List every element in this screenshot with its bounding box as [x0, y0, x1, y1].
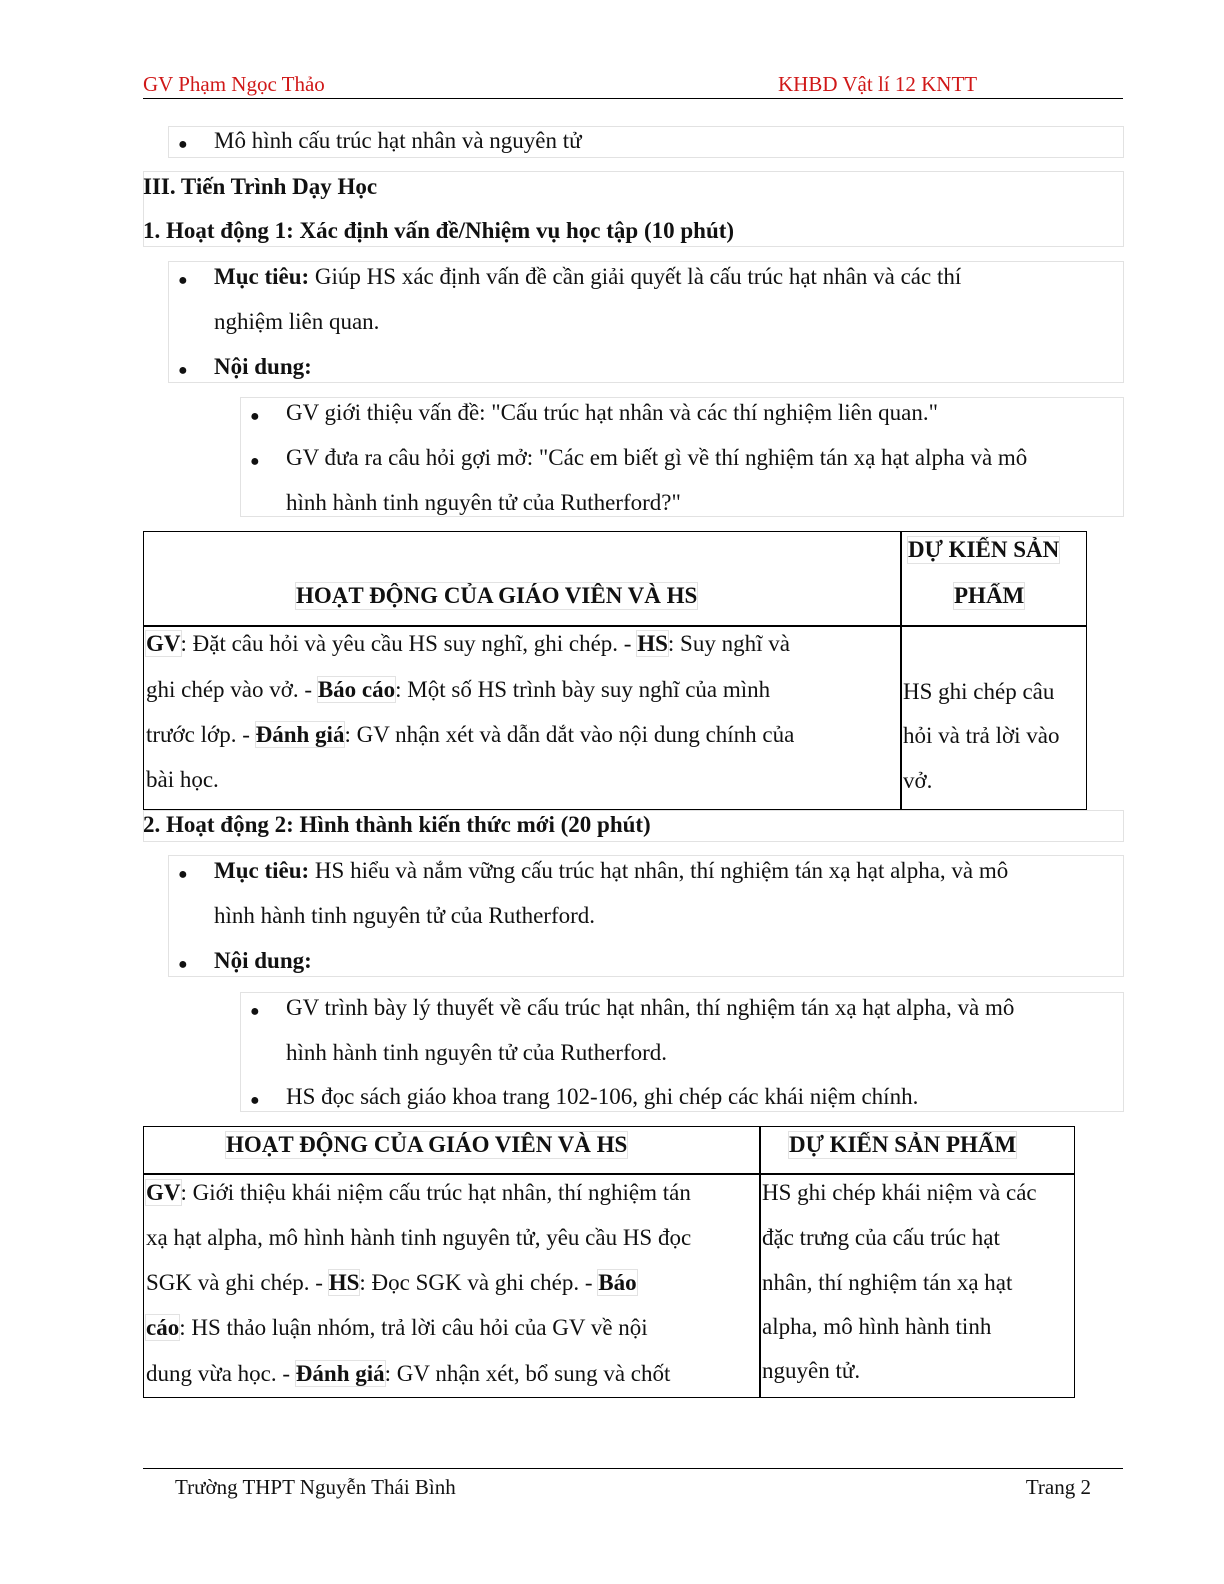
activity1-title: 1. Hoạt động 1: Xác định vấn đề/Nhiệm vụ học tập (10 phút)	[143, 218, 735, 243]
bullet-icon: ●	[250, 453, 260, 470]
activity2-goal-text: HS hiểu và nắm vững cấu trúc hạt nhân, thí nghiệm tán xạ hạt alpha, và mô	[314, 858, 1009, 883]
activity2-table-c1-line1: GV: Giới thiệu khái niệm cấu trúc hạt nhân, thí nghiệm tán	[146, 1180, 691, 1205]
activity1-sub1: GV giới thiệu vấn đề: "Cấu trúc hạt nhân và các thí nghiệm liên quan."	[286, 400, 938, 425]
activity2-table-c1-line2: xạ hạt alpha, mô hình hành tinh nguyên tử, yêu cầu HS đọc	[146, 1225, 692, 1250]
activity1-goal-label: Mục tiêu:	[214, 264, 310, 289]
activity2-table-c1-line4: cáo: HS thảo luận nhóm, trả lời câu hỏi của GV về nội	[146, 1315, 648, 1340]
activity2-sub1-line2: hình hành tinh nguyên tử của Rutherford.	[286, 1040, 668, 1065]
activity2-title: 2. Hoạt động 2: Hình thành kiến thức mới (20 phút)	[143, 812, 651, 837]
activity1-table	[143, 531, 1087, 810]
activity2-table-col1-header: HOẠT ĐỘNG CỦA GIÁO VIÊN VÀ HS	[226, 1132, 628, 1157]
bullet-icon: ●	[178, 362, 188, 379]
bullet-icon: ●	[250, 408, 260, 425]
activity2-sub1-line1: GV trình bày lý thuyết về cấu trúc hạt nhân, thí nghiệm tán xạ hạt alpha, và mô	[286, 995, 1015, 1020]
activity2-table-c2-line3: nhân, thí nghiệm tán xạ hạt	[762, 1270, 1013, 1295]
bullet-icon: ●	[250, 1003, 260, 1020]
activity2-goal	[214, 858, 1008, 884]
table-divider	[759, 1127, 761, 1397]
header-doc-title: KHBD Vật lí 12 KNTT	[778, 72, 978, 96]
bullet-icon: ●	[178, 272, 188, 289]
activity1-table-c2-line3: vở.	[903, 768, 933, 793]
table-divider	[144, 1173, 1074, 1175]
activity1-content-label: Nội dung:	[214, 354, 312, 379]
activity1-goal-text: Giúp HS xác định vấn đề cần giải quyết là cấu trúc hạt nhân và các thí	[314, 264, 962, 289]
activity2-table-c2-line2: đặc trưng của cấu trúc hạt	[762, 1225, 1000, 1250]
activity1-goal-line2: nghiệm liên quan.	[214, 309, 380, 334]
activity1-sub2-line1: GV đưa ra câu hỏi gợi mở: "Các em biết gì về thí nghiệm tán xạ hạt alpha và mô	[286, 445, 1028, 470]
gv-label: GV	[146, 1180, 181, 1205]
hs-label: HS	[328, 1270, 360, 1295]
activity1-table-c1-line1: GV: Đặt câu hỏi và yêu cầu HS suy nghĩ, ghi chép. - HS: Suy nghĩ và	[146, 631, 790, 656]
bao-label: Báo	[598, 1270, 637, 1295]
activity1-sub2-line2: hình hành tinh nguyên tử của Rutherford?"	[286, 490, 681, 515]
bullet-icon: ●	[178, 136, 188, 153]
activity2-table-c2-line4: alpha, mô hình hành tinh	[762, 1314, 992, 1339]
page-footer	[143, 1468, 1123, 1499]
activity2-table-c2-line5: nguyên tử.	[762, 1358, 861, 1383]
activity2-table-col2-header: DỰ KIẾN SẢN PHẨM	[789, 1132, 1017, 1157]
activity2-content-label: Nội dung:	[214, 948, 312, 973]
activity2-table-c2-line1: HS ghi chép khái niệm và các	[762, 1180, 1037, 1205]
bullet-icon: ●	[178, 956, 188, 973]
page-header	[143, 70, 1123, 99]
activity1-table-c2-line1: HS ghi chép câu	[903, 679, 1055, 704]
activity2-goal-line2: hình hành tinh nguyên tử của Rutherford.	[214, 903, 596, 928]
table-divider	[900, 532, 902, 809]
activity1-table-c1-line4: bài học.	[146, 767, 219, 792]
gv-label: GV	[146, 631, 181, 656]
activity2-table-c1-line3: SGK và ghi chép. - HS: Đọc SGK và ghi chép. - Báo	[146, 1270, 637, 1295]
hs-label: HS	[637, 631, 668, 656]
activity1-table-col2-header-line1: DỰ KIẾN SẢN	[908, 537, 1060, 562]
danh-gia-label: Đánh giá	[295, 1361, 385, 1386]
activity1-table-c2-line2: hỏi và trả lời vào	[903, 723, 1060, 748]
danh-gia-label: Đánh giá	[255, 722, 345, 747]
footer-page-number: Trang 2	[1025, 1475, 1091, 1499]
bullet-icon: ●	[178, 866, 188, 883]
activity1-table-c1-line3: trước lớp. - Đánh giá: GV nhận xét và dẫn dắt vào nội dung chính của	[146, 722, 795, 747]
activity1-table-col1-header: HOẠT ĐỘNG CỦA GIÁO VIÊN VÀ HS	[296, 583, 698, 608]
footer-school: Trường THPT Nguyễn Thái Bình	[175, 1475, 456, 1499]
activity1-table-c1-line2: ghi chép vào vở. - Báo cáo: Một số HS trình bày suy nghĩ của mình	[146, 677, 771, 702]
activity1-goal	[214, 264, 961, 290]
activity1-table-col2-header-line2: PHẨM	[954, 583, 1025, 608]
bao-cao-label: Báo cáo	[317, 677, 396, 702]
activity2-table	[143, 1126, 1075, 1398]
header-author: GV Phạm Ngọc Thảo	[143, 72, 325, 96]
section-title: III. Tiến Trình Dạy Học	[143, 174, 378, 199]
top-bullet-text: Mô hình cấu trúc hạt nhân và nguyên tử	[214, 128, 582, 153]
activity2-sub2: HS đọc sách giáo khoa trang 102-106, ghi chép các khái niệm chính.	[286, 1084, 919, 1109]
table-divider	[144, 625, 1086, 627]
activity2-goal-label: Mục tiêu:	[214, 858, 310, 883]
bullet-icon: ●	[250, 1092, 260, 1109]
cao-label: cáo	[146, 1315, 180, 1340]
activity2-table-c1-line5: dung vừa học. - Đánh giá: GV nhận xét, bổ sung và chốt	[146, 1361, 671, 1386]
